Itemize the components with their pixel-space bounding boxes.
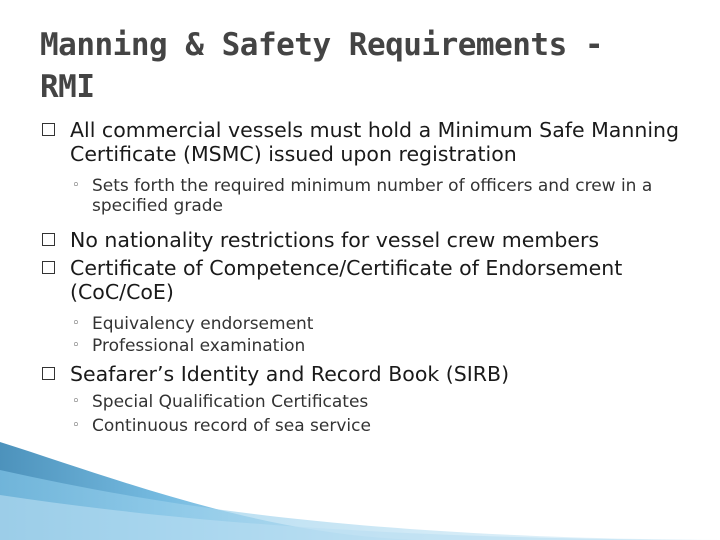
title-line-2: RMI: [40, 69, 95, 105]
square-bullet-icon: [42, 367, 55, 380]
sub-bullet: [40, 392, 700, 412]
sub-bullet-text: Equivalency endorsement: [92, 314, 314, 334]
sub-bullet: [40, 176, 700, 216]
slide-title: [40, 24, 700, 108]
circle-bullet-icon: ◦: [72, 394, 80, 409]
sub-bullet-text: Special Qualification Certificates: [92, 392, 369, 412]
sub-bullet-text: Professional examination: [92, 336, 306, 356]
bullet-coc: [40, 256, 700, 304]
bullet-nationality: [40, 228, 700, 252]
sub-bullet-text: Sets forth the required minimum number of officers and crew in a specified grade: [92, 176, 653, 216]
circle-bullet-icon: ◦: [72, 316, 80, 331]
square-bullet-icon: [42, 123, 55, 136]
bullet-text: No nationality restrictions for vessel crew members: [70, 228, 600, 252]
sub-bullet: [40, 314, 700, 334]
sub-bullet-text: Continuous record of sea service: [92, 416, 371, 436]
wave-decoration: [0, 440, 720, 540]
bullet-text: Certificate of Competence/Certificate of Endorsement (CoC/CoE): [70, 256, 623, 304]
circle-bullet-icon: ◦: [72, 338, 80, 353]
circle-bullet-icon: ◦: [72, 178, 80, 193]
square-bullet-icon: [42, 233, 55, 246]
bullet-list: [40, 118, 700, 436]
bullet-msmc: [40, 118, 700, 166]
sub-bullet: [40, 416, 700, 436]
title-line-1: Manning & Safety Requirements -: [40, 27, 604, 63]
square-bullet-icon: [42, 261, 55, 274]
bullet-text: All commercial vessels must hold a Minimum Safe Manning Certificate (MSMC) issued upon registration: [70, 118, 680, 166]
bullet-sirb: [40, 362, 700, 386]
circle-bullet-icon: ◦: [72, 418, 80, 433]
sub-bullet: [40, 336, 700, 356]
bullet-text: Seafarer’s Identity and Record Book (SIRB): [70, 362, 510, 386]
